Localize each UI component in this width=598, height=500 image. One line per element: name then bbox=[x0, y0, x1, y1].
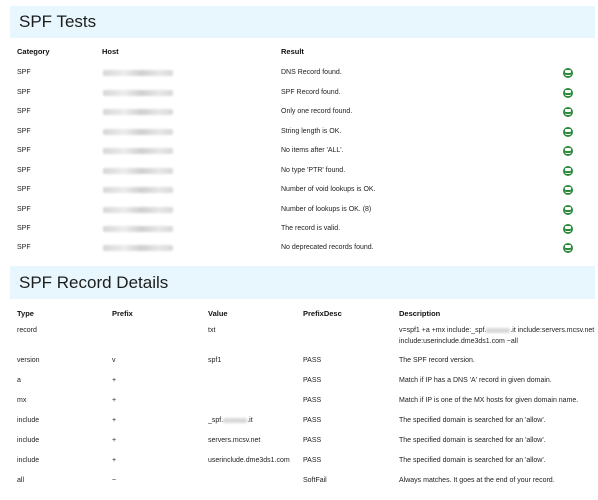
col-category: Category bbox=[17, 47, 50, 56]
value-cell: txt bbox=[208, 327, 216, 334]
type-cell: all bbox=[17, 477, 25, 484]
prefixdesc-cell: PASS bbox=[303, 357, 322, 364]
result-cell: Only one record found. bbox=[281, 108, 353, 115]
value-cell: servers.mcsv.net bbox=[208, 437, 261, 444]
shield-check-icon bbox=[563, 205, 573, 215]
col-host: Host bbox=[102, 47, 119, 56]
spf-details-title: SPF Record Details bbox=[19, 272, 169, 292]
category-cell: SPF bbox=[17, 69, 31, 76]
shield-check-icon bbox=[563, 185, 573, 195]
shield-check-icon bbox=[563, 243, 573, 253]
description-cell: The SPF record version. bbox=[399, 357, 475, 364]
description-cell: Match if IP is one of the MX hosts for given domain name. bbox=[399, 397, 579, 404]
type-cell: include bbox=[17, 437, 40, 444]
prefix-cell: + bbox=[112, 437, 117, 444]
col-type: Type bbox=[17, 309, 34, 318]
shield-check-icon bbox=[563, 146, 573, 156]
description-cell: v=spf1 +a +mx include:_spf. .it include:servers.mcsv.net bbox=[399, 327, 595, 334]
category-cell: SPF bbox=[17, 89, 31, 96]
type-cell: version bbox=[17, 357, 40, 364]
prefixdesc-cell: PASS bbox=[303, 397, 322, 404]
type-cell: mx bbox=[17, 397, 27, 404]
value-cell: userinclude.dme3ds1.com bbox=[208, 457, 290, 464]
category-cell: SPF bbox=[17, 147, 31, 154]
value-cell: spf1 bbox=[208, 357, 222, 364]
prefixdesc-cell: PASS bbox=[303, 457, 322, 464]
description-cell: The specified domain is searched for an 'allow'. bbox=[399, 417, 546, 424]
type-cell: record bbox=[17, 327, 37, 334]
col-description: Description bbox=[399, 309, 441, 318]
type-cell: include bbox=[17, 417, 40, 424]
shield-check-icon bbox=[563, 88, 573, 98]
value-cell: _spf. .it bbox=[208, 417, 253, 424]
result-cell: Number of void lookups is OK. bbox=[281, 186, 376, 193]
spf-details-header bbox=[10, 266, 595, 299]
result-cell: No type 'PTR' found. bbox=[281, 167, 346, 174]
prefixdesc-cell: PASS bbox=[303, 417, 322, 424]
result-cell: No deprecated records found. bbox=[281, 244, 374, 251]
category-cell: SPF bbox=[17, 225, 31, 232]
redacted-host bbox=[103, 187, 173, 193]
redacted-host bbox=[103, 109, 173, 115]
redacted-host bbox=[103, 129, 173, 135]
spf-tests-header bbox=[10, 6, 595, 38]
category-cell: SPF bbox=[17, 108, 31, 115]
prefix-cell: + bbox=[112, 457, 117, 464]
redacted-host bbox=[103, 148, 173, 154]
redacted-host bbox=[103, 226, 173, 232]
prefixdesc-cell: SoftFail bbox=[303, 477, 327, 484]
shield-check-icon bbox=[563, 224, 573, 234]
prefix-cell: v bbox=[112, 357, 116, 364]
description-cell: The specified domain is searched for an 'allow'. bbox=[399, 457, 546, 464]
prefix-cell: + bbox=[112, 397, 117, 404]
redacted-domain bbox=[486, 328, 510, 333]
spf-tests-title: SPF Tests bbox=[19, 12, 97, 31]
col-result: Result bbox=[281, 47, 304, 56]
shield-check-icon bbox=[563, 107, 573, 117]
redacted-host bbox=[103, 70, 173, 76]
col-prefix: Prefix bbox=[112, 309, 133, 318]
redacted-domain bbox=[223, 418, 247, 423]
type-cell: a bbox=[17, 377, 21, 384]
prefix-cell: + bbox=[112, 377, 117, 384]
result-cell: The record is valid. bbox=[281, 225, 341, 232]
result-cell: SPF Record found. bbox=[281, 89, 341, 96]
type-cell: include bbox=[17, 457, 40, 464]
prefixdesc-cell: PASS bbox=[303, 437, 322, 444]
description-cell-line2: include:userinclude.dme3ds1.com ~all bbox=[399, 338, 518, 345]
shield-check-icon bbox=[563, 127, 573, 137]
category-cell: SPF bbox=[17, 206, 31, 213]
category-cell: SPF bbox=[17, 128, 31, 135]
col-value: Value bbox=[208, 309, 228, 318]
description-cell: Match if IP has a DNS 'A' record in given domain. bbox=[399, 377, 552, 384]
prefix-cell: ~ bbox=[112, 477, 117, 484]
category-cell: SPF bbox=[17, 244, 31, 251]
description-cell: The specified domain is searched for an 'allow'. bbox=[399, 437, 546, 444]
redacted-host bbox=[103, 245, 173, 251]
redacted-host bbox=[103, 207, 173, 213]
shield-check-icon bbox=[563, 68, 573, 78]
result-cell: No items after 'ALL'. bbox=[281, 147, 344, 154]
result-cell: String length is OK. bbox=[281, 128, 342, 135]
category-cell: SPF bbox=[17, 186, 31, 193]
category-cell: SPF bbox=[17, 167, 31, 174]
redacted-host bbox=[103, 168, 173, 174]
shield-check-icon bbox=[563, 166, 573, 176]
result-cell: Number of lookups is OK. (8) bbox=[281, 206, 372, 213]
result-cell: DNS Record found. bbox=[281, 69, 342, 76]
prefixdesc-cell: PASS bbox=[303, 377, 322, 384]
prefix-cell: + bbox=[112, 417, 117, 424]
col-prefixdesc: PrefixDesc bbox=[303, 309, 342, 318]
redacted-host bbox=[103, 90, 173, 96]
description-cell: Always matches. It goes at the end of your record. bbox=[399, 477, 555, 484]
